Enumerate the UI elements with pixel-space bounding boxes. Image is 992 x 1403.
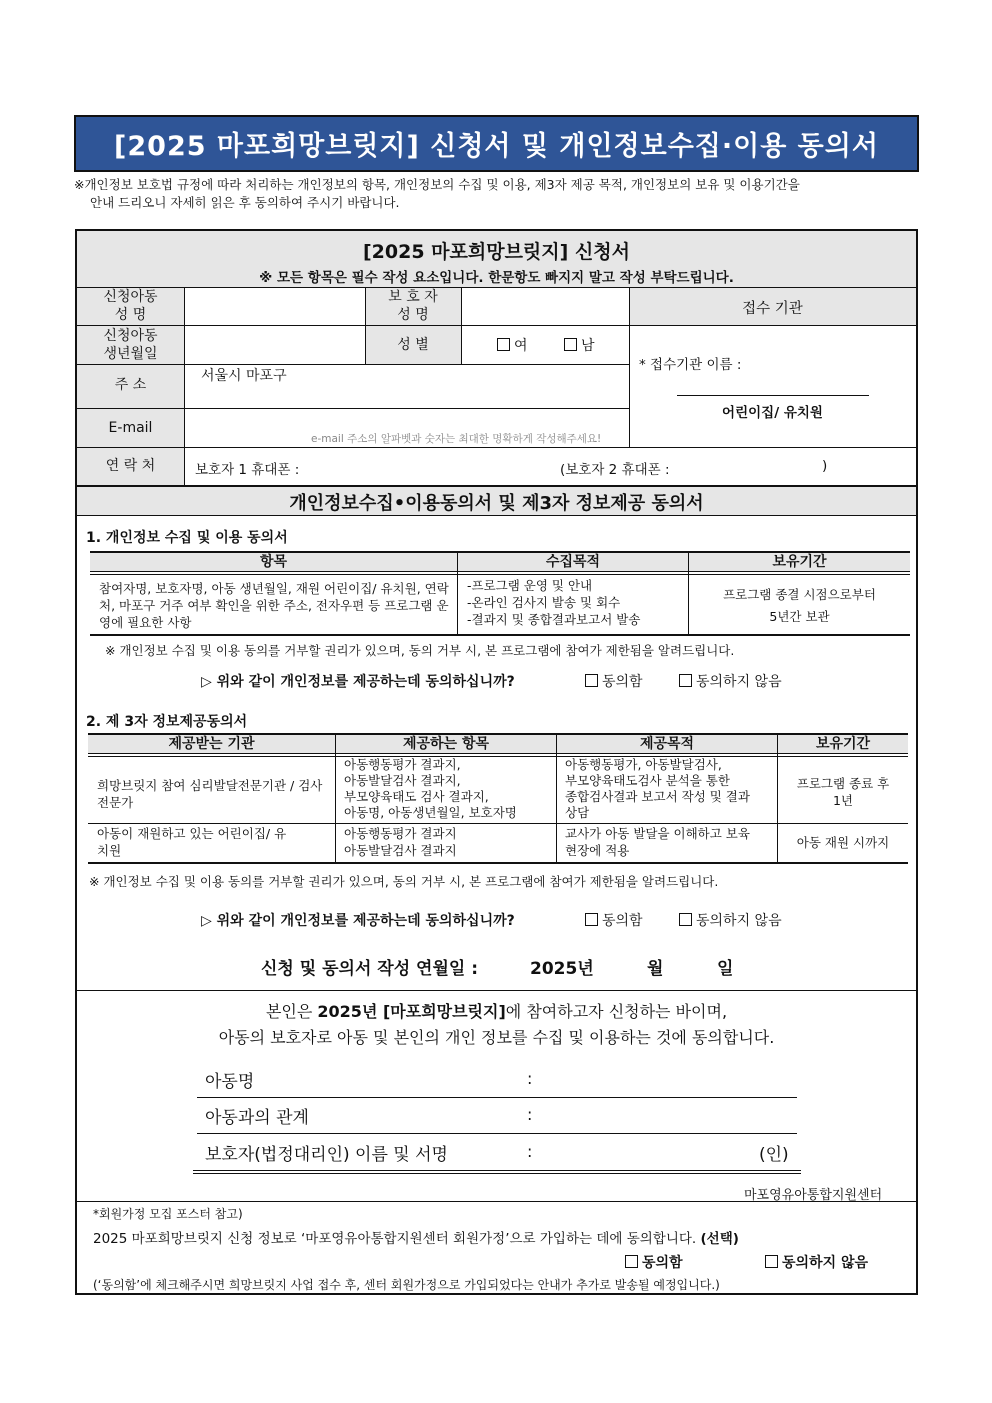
membership-disagree-option[interactable]: 동의하지 않음: [765, 1252, 868, 1272]
guardian1-phone-field[interactable]: [322, 449, 552, 483]
date-day: 일: [717, 959, 734, 979]
guardian-name-label: 보 호 자 성 명: [388, 289, 438, 323]
guardian2-phone-close: ): [822, 458, 828, 474]
gender-male-checkbox[interactable]: [564, 338, 577, 351]
date-year: 2025년: [530, 959, 594, 979]
guardian-sign-label: 보호자(법정대리인) 이름 및 서명: [205, 1145, 448, 1165]
membership-text: 2025 마포희망브릿지 신청 정보로 ‘마포영유아통합지원센터 회원가정’으로 가입하는 데에 동의합니다. (선택): [93, 1231, 739, 1247]
s2-disagree-option[interactable]: 동의하지 않음: [679, 910, 782, 930]
guardian-name-field[interactable]: [462, 288, 628, 325]
membership-footnote: (‘동의함’에 체크해주시면 희망브릿지 사업 접수 후, 센터 회원가정으로 가입되었다는 안내가 추가로 발송될 예정입니다.): [93, 1278, 720, 1292]
guardian1-phone-label: 보호자 1 휴대폰 :: [195, 462, 300, 478]
child-name-label: 신청아동 성 명: [103, 289, 158, 323]
privacy-notice-line1: ※개인정보 보호법 규정에 따라 처리하는 개인정보의 항목, 개인정보의 수집 및 이용, 제3자 제공 목적, 개인정보의 보유 및 이용기간을: [74, 177, 800, 192]
s1-disagree-option[interactable]: 동의하지 않음: [679, 671, 782, 691]
privacy-notice-line2: 안내 드리오니 자세히 읽은 후 동의하여 주시기 바랍니다.: [90, 195, 400, 210]
application-header: [77, 231, 916, 287]
email-hint: e-mail 주소의 알파벳과 숫자는 최대한 명확하게 작성해주세요!: [311, 433, 602, 445]
section2-table: [88, 733, 908, 868]
s1-period: 프로그램 종결 시점으로부터 5년간 보관: [723, 587, 876, 624]
s1-header-purpose: 수집목적: [458, 553, 688, 571]
date-month: 월: [647, 959, 664, 979]
membership-agree-checkbox[interactable]: [625, 1255, 638, 1268]
consent-heading: 개인정보수집•이용동의서 및 제3자 정보제공 동의서: [289, 493, 704, 514]
declaration-line2: 아동의 보호자로 아동 및 본인의 개인 정보를 수집 및 이용하는 것에 동의합니다.: [218, 1028, 775, 1047]
gender-label: 성 별: [397, 337, 429, 353]
child-birth-field[interactable]: [185, 326, 365, 364]
s2-row1-purpose: 아동행동평가, 아동발달검사, 부모양육태도검사 분석을 통한 종합검사결과 보고서 작성 및 결과 상담: [565, 757, 750, 820]
address-field[interactable]: 서울시 마포구: [201, 368, 287, 384]
relation-label: 아동과의 관계: [205, 1108, 309, 1128]
s1-purpose-list: -프로그램 운영 및 안내 -온라인 검사지 발송 및 회수 -결과지 및 종합결과보고서 발송: [467, 578, 641, 627]
child-name-field[interactable]: [185, 288, 365, 325]
s2-row1-period: 프로그램 종료 후 1년: [796, 776, 890, 808]
gender-female-checkbox[interactable]: [497, 338, 510, 351]
s2-note: ※ 개인정보 수집 및 이용 동의를 거부할 권리가 있으며, 동의 거부 시, 본 프로그램에 참여가 제한됨을 알려드립니다.: [89, 874, 719, 889]
s2-header-period: 보유기간: [778, 735, 908, 753]
s2-row1-org: 희망브릿지 참여 심리발달전문기관 / 검사전문가: [97, 778, 323, 810]
section2-title: 2. 제 3자 정보제공동의서: [86, 714, 248, 730]
address-label: 주 소: [114, 377, 147, 393]
s2-row2-items: 아동행동평가 결과지 아동발달검사 결과지: [344, 826, 457, 858]
reception-name-line[interactable]: [677, 395, 869, 396]
s2-row2-org: 아동이 재원하고 있는 어린이집/ 유치원: [97, 826, 287, 858]
s1-header-items: 항목: [90, 553, 457, 571]
reception-type: 어린이집/ 유치원: [722, 405, 823, 421]
reception-label: 접수 기관: [742, 301, 803, 317]
membership-disagree-checkbox[interactable]: [765, 1255, 778, 1268]
relation-line[interactable]: [197, 1133, 797, 1134]
contact-label: 연 락 처: [105, 458, 156, 474]
seal-mark: (인): [759, 1145, 789, 1165]
s2-header-org: 제공받는 기관: [88, 735, 335, 753]
s2-row2-period: 아동 재원 시까지: [796, 835, 890, 850]
gender-female-option[interactable]: 여: [497, 335, 528, 355]
form-frame: [2025 마포희망브릿지] 신청서 ※ 모든 항목은 필수 작성 요소입니다. 한문항도 빠지지 말고 작성 부탁드립니다. 신청아동 성 명 보 호 자 성 명 접수 기관 신청아동 생년월일 성 별 여 남 * 접수기관 이름 : 어린이집/ 유치원 주 소 서울시 마포구 E-mail e-mail 주소의 알파벳과 숫자는 최대한 명확하게 작성해주세요! 연 락 처 보호자 1 휴대폰 : (보호자 2 휴대폰 : ) 개인정보수집•이용동의서 및 제3자 정보제공 동의서 1. 개인정보 수집 및 이용 동의서 항목 수집목적 보유기간 참여자명, 보호자명, 아동 생년월일, 재원 어린이집/ 유치원, 연락처, 마포구 거주 여부 확인을 위한 주소, 전자우편 등 프로그램 운영에 필요한 사항 -프로그램 운영 및 안내 -온라인 검사지 발송 및 회수 -결과지 및 종합결과보고서 발송 프로그램 종결 시점으로부터 5년간 보관 ※ 개인정보 수집 및 이용 동의를 거부할 권리가 있으며, 동의 거부 시, 본 프로그램에 참여가 제한됨을 알려드립니다. ▷ 위와 같이 개인정보를 제공하는데 동의하십니까? 동의함 동의하지 않음 2. 제 3자 정보제공동의서 제공받는 기관 제공하는 항목 제공목적 보유기간 희망브릿지 참여 심리발달전문기관 / 검사전문가 아동행동평가 결과지, 아동발달검사 결과지, 부모양육태도 검사 결과지, 아동명, 아동생년월일, 보호자명 아동행동평가, 아동발달검사, 부모양육태도검사 분석을 통한 종합검사결과 보고서 작성 및 결과 상담 프로그램 종료 후 1년 아동이 재원하고 있는 어린이집/ 유치원 아동행동평가 결과지 아동발달검사 결과지 교사가 아동 발달을 이해하고 보육 현장에 적용 아동 재원 시까지 ※ 개인정보 수집 및 이용 동의를 거부할 권리가 있으며, 동의 거부 시, 본 프로그램에 참여가 제한됨을 알려드립니다. ▷ 위와 같이 개인정보를 제공하는데 동의하십니까? 동의함 동의하지 않음 신청 및 동의서 작성 연월일 : 2025년 월 일 본인은 2025년 [마포희망브릿지]에 참여하고자 신청하는 바이며, 아동의 보호자로 아동 및 본인의 개인 정보를 수집 및 이용하는 것에 동의합니다. 아동명 : 아동과의 관계 : 보호자(법정대리인) 이름 및 서명 : (인) 마포영유아통합지원센터 *회원가정 모집 포스터 참고) 2025 마포희망브릿지 신청 정보로 ‘마포영유아통합지원센터 회원가정’으로 가입하는 데에 동의합니다. (선택) 동의함 동의하지 않음 (‘동의함’에 체크해주시면 희망브릿지 사업 접수 후, 센터 회원가정으로 가입되었다는 안내가 추가로 발송될 예정입니다.): [75, 229, 918, 1295]
s2-row2-purpose: 교사가 아동 발달을 이해하고 보육 현장에 적용: [565, 826, 750, 858]
s1-items-text: 참여자명, 보호자명, 아동 생년월일, 재원 어린이집/ 유치원, 연락처, 마포구 거주 여부 확인을 위한 주소, 전자우편 등 프로그램 운영에 필요한 사항: [99, 581, 449, 630]
s2-header-purpose: 제공목적: [557, 735, 777, 753]
s2-header-items: 제공하는 항목: [336, 735, 556, 753]
s2-agree-checkbox[interactable]: [585, 913, 598, 926]
center-name: 마포영유아통합지원센터: [744, 1188, 883, 1203]
child-name-sign-line[interactable]: [197, 1097, 797, 1098]
s1-agree-option[interactable]: 동의함: [585, 671, 643, 691]
document-title: [2025 마포희망브릿지] 신청서 및 개인정보수집·이용 동의서: [74, 115, 919, 172]
application-subheading: ※ 모든 항목은 필수 작성 요소입니다. 한문항도 빠지지 말고 작성 부탁드립니다.: [259, 270, 734, 286]
s1-disagree-checkbox[interactable]: [679, 674, 692, 687]
declaration-line1: 본인은 2025년 [마포희망브릿지]에 참여하고자 신청하는 바이며,: [265, 1002, 728, 1021]
section1-table: [90, 551, 910, 636]
s2-row1-items: 아동행동평가 결과지, 아동발달검사 결과지, 부모양육태도 검사 결과지, 아동명, 아동생년월일, 보호자명: [344, 757, 517, 820]
s2-question: ▷ 위와 같이 개인정보를 제공하는데 동의하십니까?: [201, 913, 515, 929]
s1-question: ▷ 위와 같이 개인정보를 제공하는데 동의하십니까?: [201, 674, 515, 690]
child-birth-label: 신청아동 생년월일: [103, 328, 158, 362]
s1-agree-checkbox[interactable]: [585, 674, 598, 687]
guardian-sign-line[interactable]: [193, 1173, 801, 1174]
s1-note: ※ 개인정보 수집 및 이용 동의를 거부할 권리가 있으며, 동의 거부 시, 본 프로그램에 참여가 제한됨을 알려드립니다.: [105, 643, 735, 658]
application-heading: [2025 마포희망브릿지] 신청서: [362, 241, 631, 263]
s2-disagree-checkbox[interactable]: [679, 913, 692, 926]
gender-male-option[interactable]: 남: [564, 335, 595, 355]
reception-name-label: * 접수기관 이름 :: [639, 357, 742, 373]
section1-title: 1. 개인정보 수집 및 이용 동의서: [86, 530, 288, 546]
email-label: E-mail: [108, 420, 153, 436]
privacy-notice: [74, 176, 924, 212]
s2-agree-option[interactable]: 동의함: [585, 910, 643, 930]
child-name-sign-label: 아동명: [205, 1072, 255, 1092]
membership-ref: *회원가정 모집 포스터 참고): [93, 1207, 243, 1221]
s1-header-period: 보유기간: [689, 553, 910, 571]
guardian2-phone-label: (보호자 2 휴대폰 :: [560, 462, 670, 478]
date-label: 신청 및 동의서 작성 연월일 :: [261, 959, 479, 979]
membership-agree-option[interactable]: 동의함: [625, 1252, 683, 1272]
guardian2-phone-field[interactable]: [697, 449, 817, 483]
